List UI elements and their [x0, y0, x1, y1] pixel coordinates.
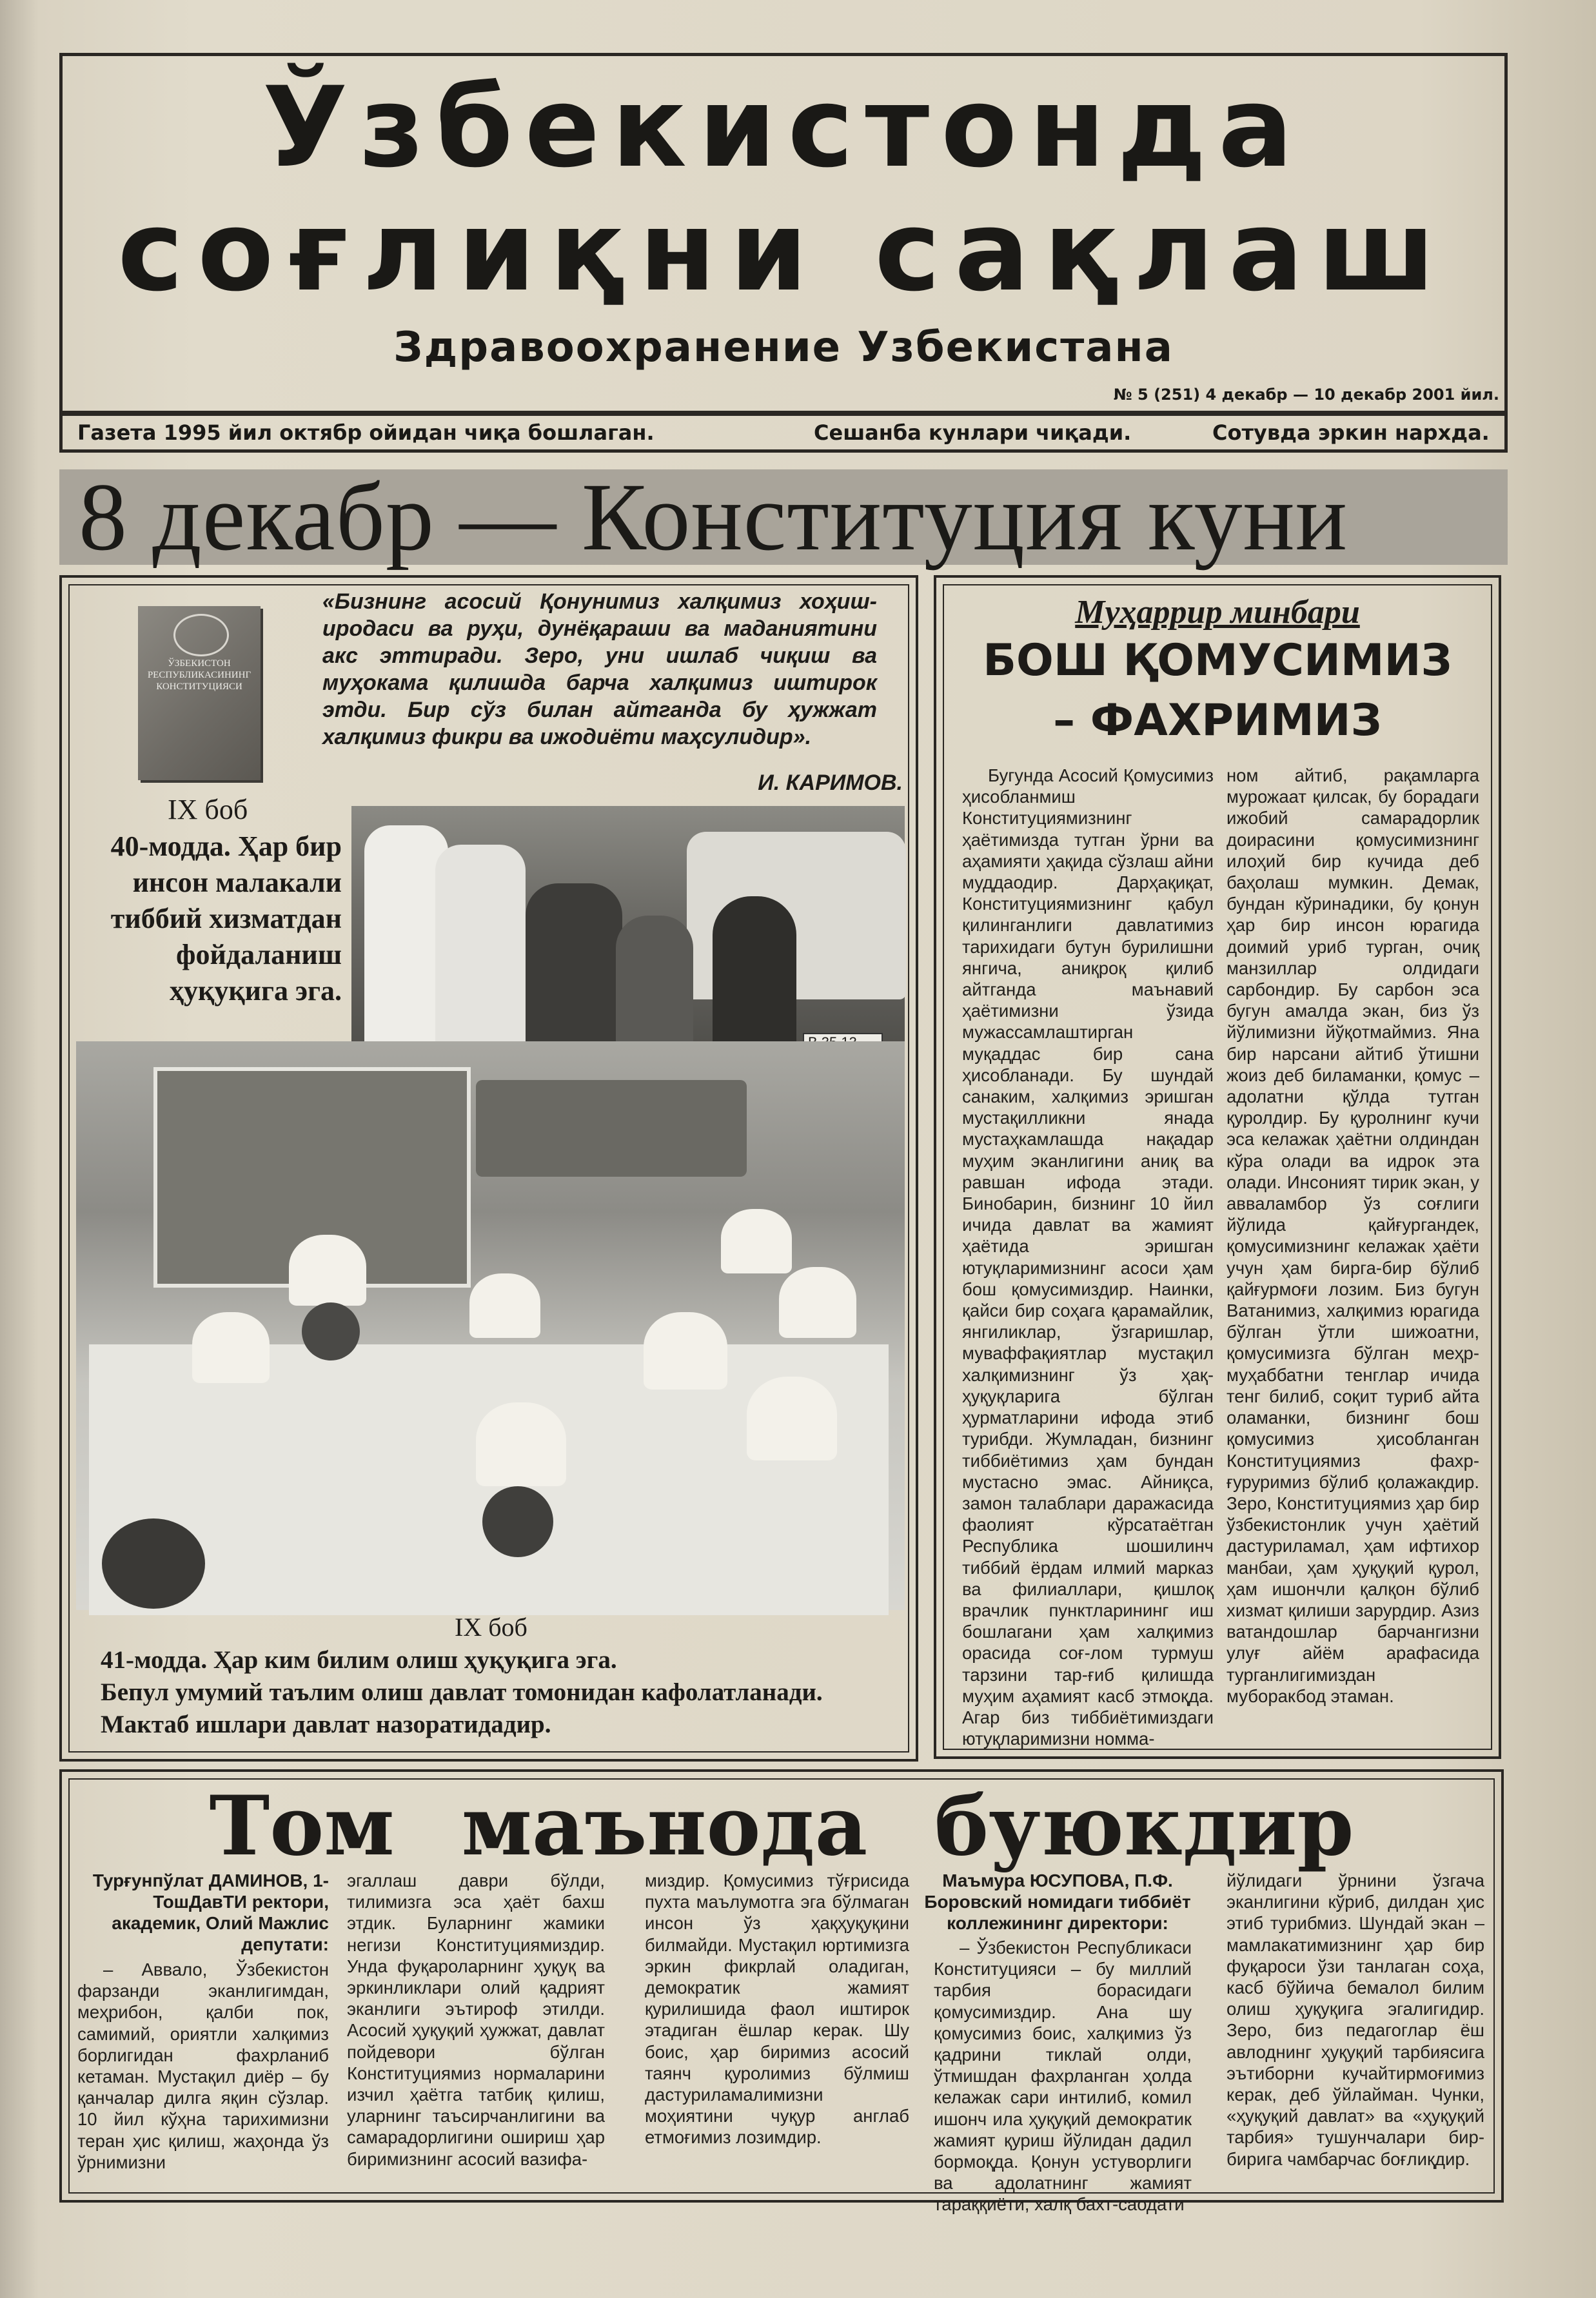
editorial-rubric: Муҳаррир минбари [1075, 594, 1360, 631]
editorial-text-1: Бугунда Асосий Қомусимиз ҳисобланмиш Конституциямизнинг ҳаётимизда тутган ўрни ва аҳамияти ҳақида сўзлаш айни муддаодир. Дарҳақиқат, Конституциямизнинг қабул қилинганлиги давлатимиз тарихидаги бутун бурилишни янгича, аниқроқ қилиб айтганда маънавий ҳаётимизни ўзида мужассамлаштирган муқаддас бир сана ҳисобланади. Бу шундай санаким, халқимиз эришган мустақилликни янада мустаҳкамлашда нақадар муҳим эканлигини аниқ ва равшан ифода этади. Бинобарин, бизнинг 10 йил ичида давлат ва жамият ҳаётида эришган ютуқларимизнинг асоси ҳам бош қомусимиздир. Наинки, қайси бир соҳага қарамайлик, янгиликлар, ўзгаришлар, муваффақиятлар мустақил халқимизнинг ўз ҳақ-ҳуқуқларига бўлган ҳурматларини ифода этиб турибди. Жумладан, бизнинг тиббиётимиз ҳам бундан мустасно эмас. Айниқса, замон талаблари даражасида фаолият кўрсатаётган Республика шошилинч тиббий ёрдам илмий марказ ва филиаллари, қишлоқ врачлик пунктларининг иш бошлагани ҳам халқимиз орасида соғ-лом турмуш тарзини тар-ғиб қилишда муҳим аҳамият касб этмоқда. Агар биз тиббиётимиздаги ютуқларимизни номма- [962, 765, 1214, 1749]
bottom-text-1: – Аввало, Ўзбекистон фарзанди эканлигимдан, меҳрибон, қалби пок, самимий, ориятли халқимиз борлигидан фахрланиб кетаман. Мустақил диёр – бу қанчалар дилга яқин сўзлар. 10 йил кўҳна тарихимизни теран ҳис қилиш, жаҳонда ўз ўрнимизни [77, 1959, 329, 2172]
bottom-column-4 [934, 1937, 1192, 2215]
article41-line3: Мактаб ишлари давлат назоратидадир. [101, 1711, 551, 1738]
article40-text: 40-модда. Ҳар бир инсон малакали тиббий хизматдан фойдаланиш ҳуқуқига эга. [110, 830, 342, 1007]
editorial-headline-line1: БОШ ҚОМУСИМИЗ [983, 635, 1452, 686]
founded-text: Газета 1995 йил октябр ойидан чиқа бошлаган. [77, 420, 655, 445]
editorial-text-2: ном айтиб, рақамларга мурожаат қилсак, бу борадаги ижобий самарадорлик доирасини қомусимизнинг илоҳий бир кучида деб баҳолаш мумкин. Демак, бундан кўринадики, бу қонун ҳар бир инсон юрагида доимий уриб турган, очиқ манзиллар олдидаги сарбондир. Бу сарбон эса бугун амалда экан, биз ўз йўлимизни йўқотмаймиз. Яна бир нарсани айтиб ўтишни жоиз деб биламанки, қомус – адолатни қўлда тутган қуролдир. Бу қуролнинг кучи эса келажак ҳаётни олдиндан кўра олади ва идрок эта олади. Инсоният тирик экан, у авваламбор ўз соғлиги йўлида қайғургандек, қомусимизнинг келажак ҳаёти учун ҳам бирга-бир бўлиб қайғурмоғи лозим. Биз бугун Ватанимиз, халқимиз юрагида бўлган ўтли шижоатни, қомусимизга бўлган меҳр-муҳаббатни тенглар ичида тенг билиб, соқит туриб айта оламанки, бизнинг бош қомусимиз ҳисобланган Конституциямиз фахр-ғуруримиз бўлиб қолажакдир. Зеро, Конституциямиз ҳар бир ўзбекистонлик учун ҳаётий дастуриламал, ҳам ифтихор манбаи, ҳам ҳуқуқий қурол, ҳам ишончли қалқон бўлиб хизмат қилиши зарурдир. Азиз ватандошлар барчангизни улуғ айём арафасида турганлигимиздан муборакбод этаман. [1227, 765, 1479, 1706]
editorial-column-1 [962, 765, 1214, 1749]
price-text: Сотувда эркин нархда. [1212, 420, 1490, 445]
article41-chapter: IX боб [455, 1613, 527, 1642]
article40-chapter: IX боб [168, 794, 248, 825]
banner-headline: 8 декабр — Конституция куни [79, 464, 1348, 571]
editorial-headline-line2: – ФАХРИМИЗ [1053, 695, 1382, 746]
masthead-title-line2: соғлиқни сақлаш [117, 186, 1450, 316]
editorial-column-2 [1227, 765, 1479, 1740]
karimov-quote: «Бизнинг асосий Қонунимиз халқимиз хоҳиш-иродаси ва руҳи, дунёқараши ва маданиятини акс эттиради. Зеро, уни ишлаб чиқиш ва муҳокама қилишда барча халқимиз иштирок этди. Бир сўз билан айтганда бу ҳужжат халқимиз фикри ва ижодиёти маҳсулидир». [322, 589, 877, 749]
book-title: ЎЗБЕКИСТОН РЕСПУБЛИКАСИНИНГ КОНСТИТУЦИЯСИ [147, 658, 251, 692]
schedule-text: Сешанба кунлари чиқади. [814, 420, 1132, 445]
article41-line1: 41-модда. Ҳар ким билим олиш ҳуқуқига эга. [101, 1646, 617, 1674]
bottom-column-1 [77, 1959, 329, 2178]
emblem-icon [173, 614, 229, 656]
issue-info: № 5 (251) 4 декабр — 10 декабр 2001 йил. [1113, 386, 1499, 404]
bottom-column-2 [347, 1870, 605, 2179]
masthead-title-line1: Ўзбекистонда [262, 63, 1305, 192]
students-lab-photo [76, 1041, 905, 1610]
constitution-book-image [138, 606, 261, 780]
author-daminov: Турғунпўлат ДАМИНОВ, 1-ТошДавТИ ректори, академик, Олий Мажлис депутати: [92, 1871, 329, 1954]
bottom-text-3: миздир. Қомусимиз тўғрисида пухта маълумотга эга бўлмаган инсон ўз ҳақҳуқуқини билмайди. Мустақил юртимизга эркин фикрлай оладиган, демократик жамият қурилишида фаол иштирок этадиган ёшлар керак. Шу боис, ҳар биримиз асосий таянч қуролимиз бўлмиш дастуриламалимизни моҳиятини чуқур англаб етмоғимиз лозимдир. [645, 1871, 909, 2148]
bottom-text-4: – Ўзбекистон Республикаси Конституцияси – бу миллий тарбия борасидаги қомусимиздир. Ана шу қомусимиз боис, халқимиз ўз қадрини тиклай олди, ўтмишдан фахрланган ҳолда келажак сари интилиб, комил ишонч ила ҳуқуқий демократик жамият қуриш йўлидан дадил бормоқда. Қонун устуворлиги ва адолатнинг жамият тараққиёти, халқ бахт-саодати [934, 1938, 1192, 2215]
bottom-text-2: эгаллаш даври бўлди, тилимизга эса ҳаёт бахш этдик. Буларнинг жамики негизи Конституциямиздир. Унда фуқароларнинг ҳуқуқ ва эркинликлари олий қадрият эканлиги эътироф этилди. Асосий ҳуқуқий ҳужжат, давлат пойдевори бўлган Конституциямиз нормаларини изчил ҳаётга татбиқ қилиш, уларнинг таъсирчанлигини ва самарадорлигини ошириш ҳар биримизнинг асосий вазифа- [347, 1871, 605, 2169]
masthead-subtitle: Здравоохранение Узбекистана [393, 324, 1174, 371]
article41-line2: Бепул умумий таълим олиш давлат томонидан кафолатланади. [101, 1678, 823, 1706]
bottom-headline: Том маънода буюкдир [209, 1778, 1354, 1874]
quote-author: И. КАРИМОВ. [758, 771, 903, 795]
author-yusupova: Маъмура ЮСУПОВА, П.Ф. Боровский номидаги тиббиёт коллежининг директори: [924, 1871, 1191, 1933]
nurses-outdoor-photo [351, 806, 905, 1072]
bottom-column-3 [645, 1870, 909, 2179]
bottom-text-5: йўлидаги ўрнини ўзгача эканлигини кўриб, дилдан ҳис этиб турибмиз. Шундай экан – мамлакатимизнинг ҳар бир фуқароси ўзи танлаган соҳа, касб бўйича бемалол билим олиш ҳуқуқига эгалигидир. Зеро, биз педагоглар ёш авлоднинг ҳуқуқий тарбиясига эътиборни кучайтирмоғимиз керак, деб ўйлайман. Чунки, «ҳуқуқий давлат» ва «ҳуқуқий тарбия» тушунчалари бир-бирига чамбарчас боғлиқдир. [1227, 1871, 1484, 2169]
bottom-column-5 [1227, 1870, 1484, 2179]
